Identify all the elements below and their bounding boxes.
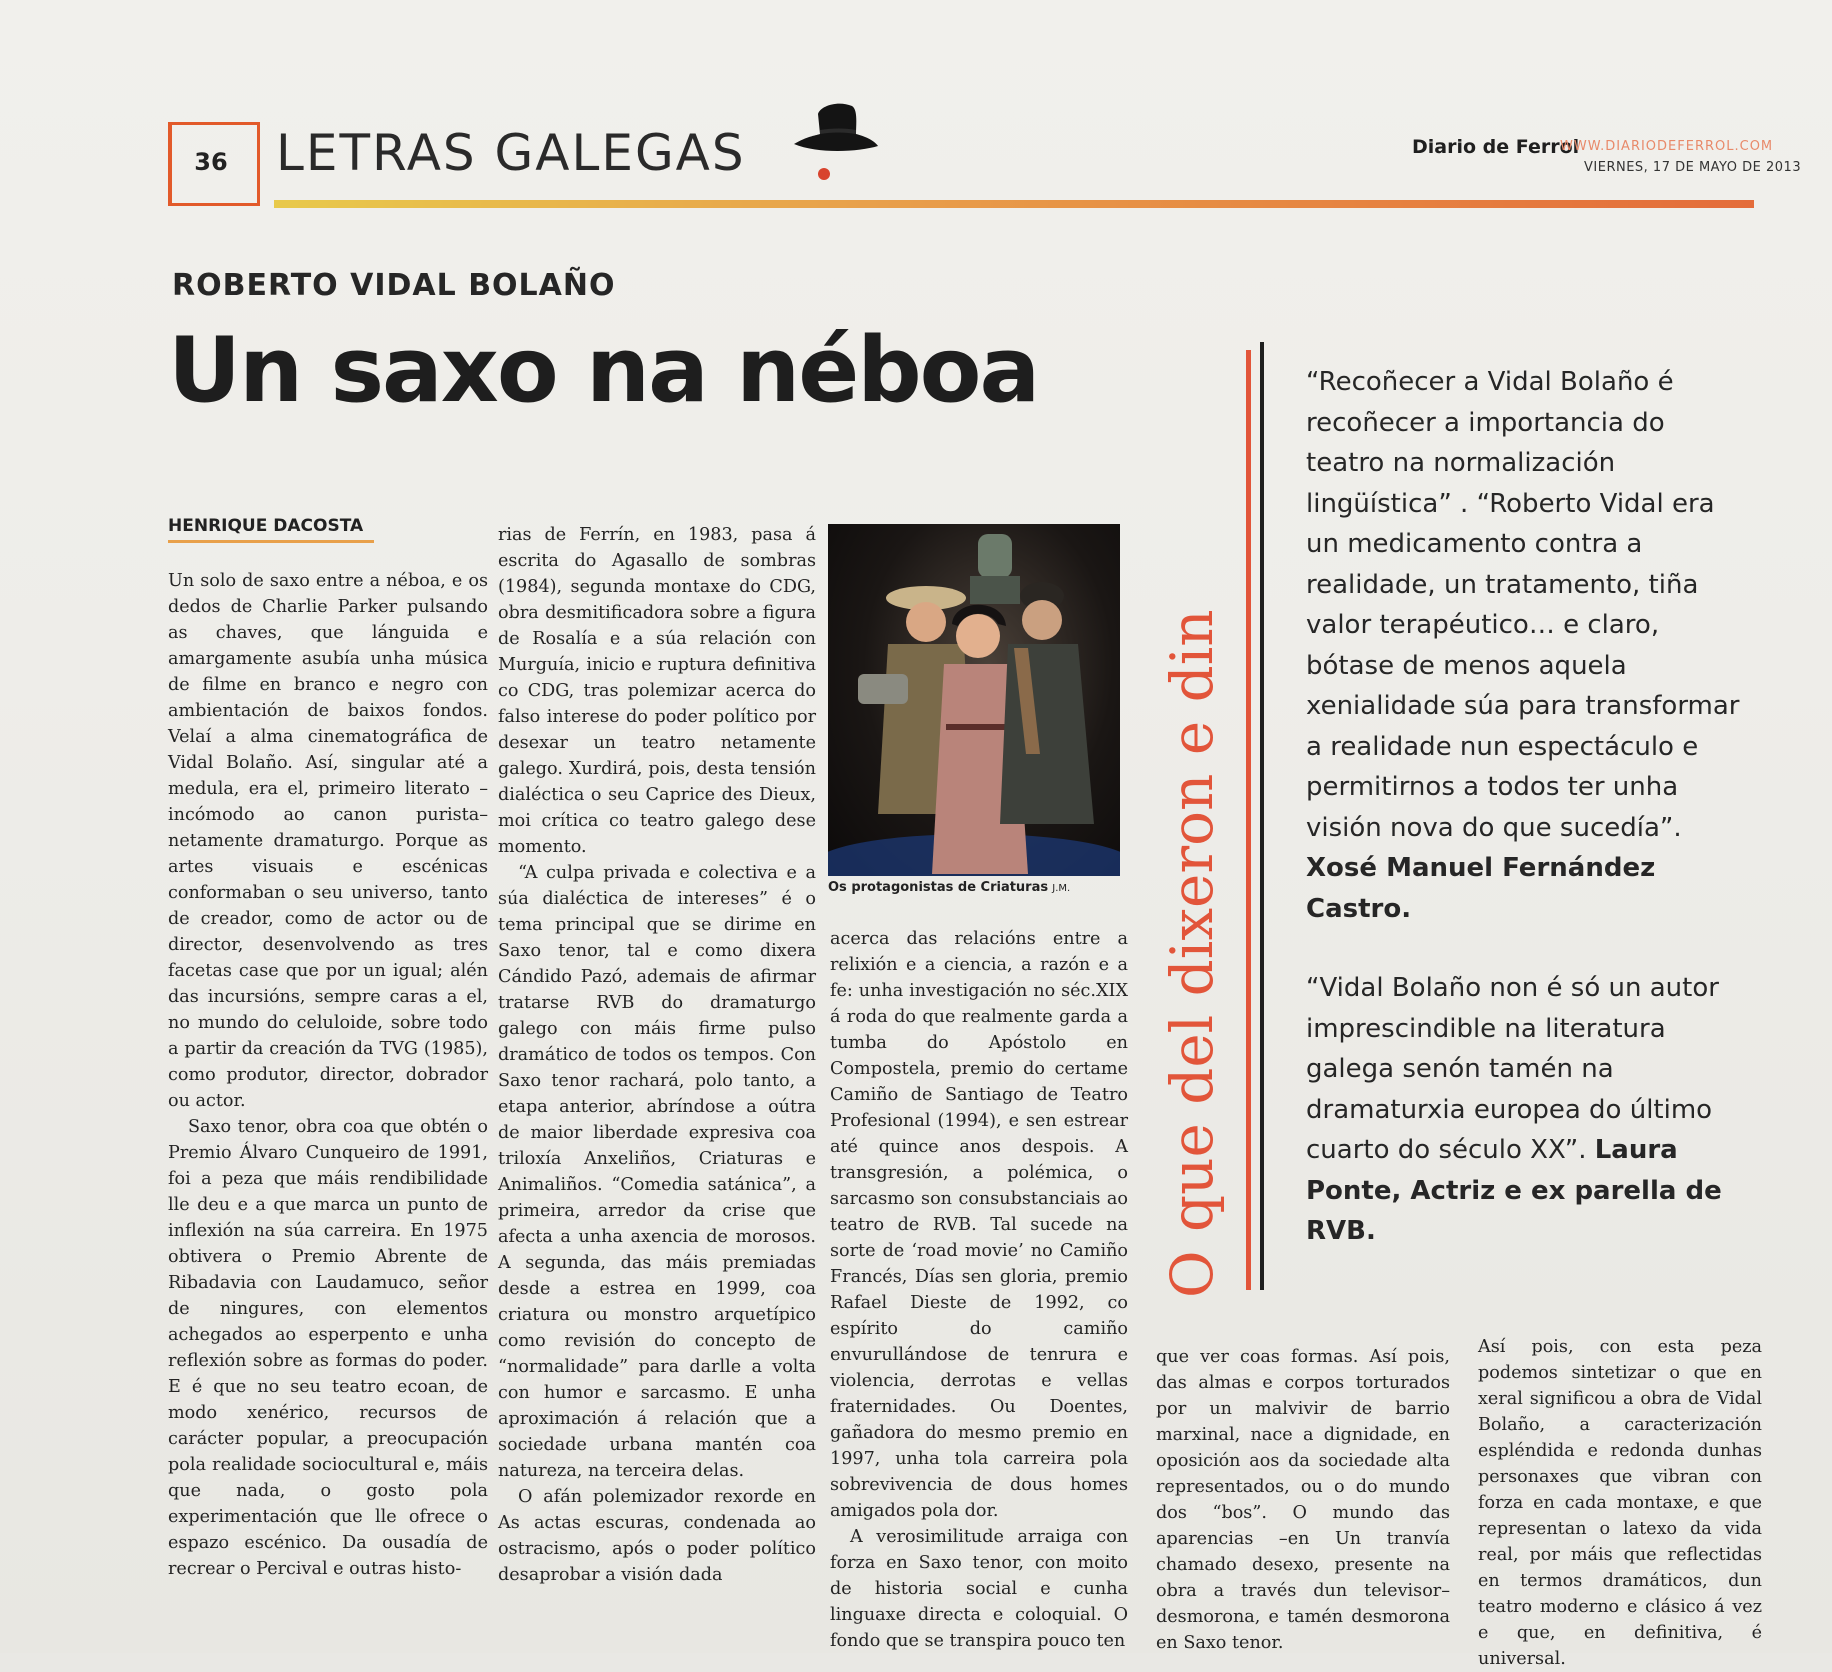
sidebar-red-bar bbox=[1246, 350, 1251, 1290]
article-byline: HENRIQUE DACOSTA bbox=[168, 516, 374, 543]
paragraph: acerca das relacións entre a relixión e a ciencia, a razón e a fe: unha investigación no séc.XIX á roda do que realmente garda a tumba do Apóstolo en Compostela, premio do certame Camiño de Santiago de Teatro Profesional (1994), e sen estrear até quince anos despois. A transgresión, a polémica, o sarcasmo son consubstanciais ao teatro de RVB. Tal sucede na sorte de ‘road movie’ no Camiño Francés, Días sen gloria, premio Rafael Dieste de 1992, co espírito do camiño envurullándose de tenrura e violencia, derrotas e vellas fraternidades. Ou Doentes, gañadora do mesmo premio en 1997, unha tola carreira pola sobrevivencia de dous homes amigados pola dor. bbox=[830, 929, 1128, 1521]
newspaper-name: Diario de Ferrol bbox=[1412, 136, 1580, 158]
paragraph: “A culpa privada e colectiva e a súa dialéctica de intereses” é o tema principal que se dirime en Saxo tenor, tal e como dixera Cándido Pazó, ademais de afirmar tratarse RVB do dramaturgo galego con máis firme pulso dramático de todos os tempos. Con Saxo tenor rachará, polo tanto, a etapa anterior, abríndose a oútra de maior liberdade expresiva coa triloxía Anxeliños, Criaturas e Animaliños. “Comedia satánica”, a primeira, arredor da crise que afecta a unha axencia de morosos. A segunda, das máis premiadas desde a estrea en 1999, coa criatura ou monstro arquetípico como revisión do concepto de “normalidade” para darlle a volta con humor e sarcasmo. E unha aproximación á relación que a sociedade urbana mantén coa natureza, na terceira delas. bbox=[498, 863, 816, 1481]
article-column-3 bbox=[830, 926, 1128, 1654]
sidebar-title: O que del dixeron e din bbox=[1158, 609, 1226, 1298]
actors-illustration bbox=[828, 524, 1120, 876]
issue-date: VIERNES, 17 DE MAYO DE 2013 bbox=[1584, 160, 1802, 175]
quote-author: Xosé Manuel Fernández Castro. bbox=[1306, 853, 1656, 924]
photo-credit: J.M. bbox=[1052, 883, 1071, 894]
paragraph: Así pois, con esta peza podemos sintetizar o que en xeral significou a obra de Vidal Bolaño, a caracterización espléndida e redonda dunhas personaxes que vibran con forza en cada montaxe, e que representan o latexo da vida real, por máis que reflectidas en termos dramáticos, dun teatro moderno e clásico á vez e que, en definitiva, é universal. bbox=[1478, 1337, 1762, 1669]
header-rule bbox=[274, 200, 1754, 208]
paragraph: que ver coas formas. Así pois, das almas e corpos torturados por un malvivir de barrio marxinal, nace a dignidade, en oposición aos da sociedade alta representados, ou o do mundo dos “bos”. O mundo das aparencias –en Un tranvía chamado desexo, presente na obra a través dun televisor– desmorona, e tamén desmorona en Saxo tenor. bbox=[1156, 1347, 1450, 1653]
paragraph: rias de Ferrín, en 1983, pasa á escrita do Agasallo de sombras (1984), segunda montaxe do CDG, obra desmitificadora sobre a figura de Rosalía e a súa relación con Murguía, inicio e ruptura definitiva co CDG, tras polemizar acerca do falso interese do poder político por desexar un teatro netamente galego. Xurdirá, pois, desta tensión dialéctica o seu Caprice des Dieux, moi crítica co teatro galego dese momento. bbox=[498, 525, 816, 857]
article-column-4 bbox=[1156, 1344, 1450, 1656]
logo-dot bbox=[818, 168, 830, 180]
paragraph: A verosimilitude arraiga con forza en Saxo tenor, con moito de historia social e cunha linguaxe directa e coloquial. O fondo que se transpira pouco ten bbox=[830, 1527, 1128, 1651]
quote-author: Laura Ponte, Actriz e ex parella de RVB. bbox=[1306, 1135, 1722, 1246]
hat-icon bbox=[788, 100, 880, 156]
section-title: LETRAS GALEGAS bbox=[276, 124, 746, 182]
page-number: 36 bbox=[194, 148, 228, 176]
quote-block-2 bbox=[1306, 968, 1746, 1252]
article-kicker: ROBERTO VIDAL BOLAÑO bbox=[172, 268, 616, 303]
quote-text: “Vidal Bolaño non é só un autor imprescindible na literatura galega senón tamén na dramaturxia europea do último cuarto do século XX”. bbox=[1306, 973, 1719, 1165]
article-column-5 bbox=[1478, 1334, 1762, 1672]
quote-block-1 bbox=[1306, 362, 1746, 929]
paragraph: Un solo de saxo entre a néboa, e os dedos de Charlie Parker pulsando as chaves, que lánguida e amargamente asubía unha música de filme en branco e negro con ambientación de baixos fondos. Velaí a alma cinematográfica de Vidal Bolaño. Así, singular até a medula, era el, primeiro literato –incómodo ao canon purista– netamente dramaturgo. Porque as artes visuais e escénicas conformaban o seu universo, tanto de creador, como de actor ou de director, desenvolvendo as tres facetas case que por un igual; alén das incursións, sempre caras a el, no mundo do celuloide, sobre todo a partir da creación da TVG (1985), como produtor, director, dobrador ou actor. bbox=[168, 571, 488, 1111]
newspaper-website: WWW.DIARIODEFERROL.COM bbox=[1560, 139, 1774, 154]
quote-text: “Recoñecer a Vidal Bolaño é recoñecer a importancia do teatro na normalización lingüística” . “Roberto Vidal era un medicamento contra a realidade, un tratamento, tiña valor terapéutico… e claro, bótase de menos aquela xenialidade súa para transformar a realidade nun espectáculo e permitirnos a todos ter unha visión nova do que sucedía”. bbox=[1306, 367, 1740, 843]
paragraph: O afán polemizador rexorde en As actas escuras, condenada ao ostracismo, após o poder político desaprobar a visión dada bbox=[498, 1487, 816, 1585]
sidebar-dark-bar bbox=[1260, 342, 1264, 1290]
paragraph: Saxo tenor, obra coa que obtén o Premio Álvaro Cunqueiro de 1991, foi a peza que máis rendibilidade lle deu e a que marca un punto de inflexión na súa carreira. En 1975 obtivera o Premio Abrente de Ribadavia con Laudamuco, señor de ningures, con elementos achegados ao esperpento e unha reflexión sobre as formas do poder. E é que no seu teatro ecoan, de modo xenérico, recursos de carácter popular, a preocupación pola realidade sociocultural e, máis que nada, o gosto pola experimentación que lle ofrece o espazo escénico. Da ousadía de recrear o Percival e outras histo- bbox=[168, 1117, 488, 1579]
article-column-1 bbox=[168, 568, 488, 1582]
theatre-photo bbox=[828, 524, 1120, 876]
caption-text: Os protagonistas de Criaturas bbox=[828, 880, 1049, 895]
article-headline: Un saxo na néboa bbox=[168, 318, 1039, 423]
article-column-2 bbox=[498, 522, 816, 1588]
photo-caption bbox=[828, 880, 1128, 895]
